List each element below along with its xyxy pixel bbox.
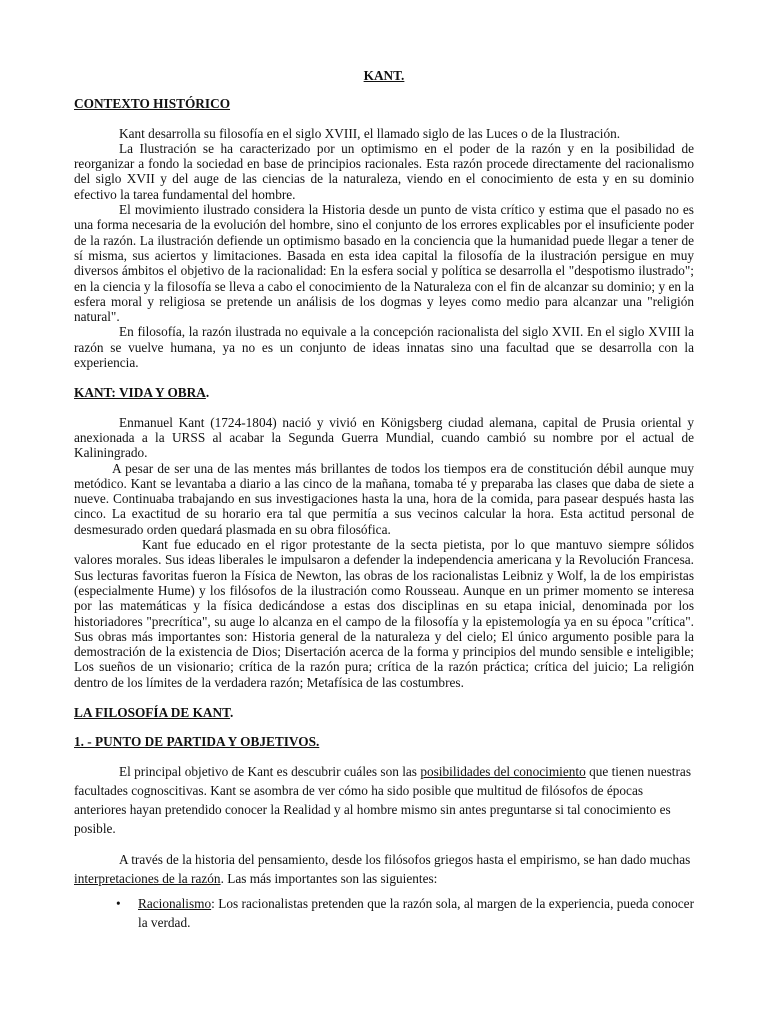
- spacer: [74, 690, 694, 705]
- section-heading-vida: [74, 385, 694, 400]
- underlined-term: interpretaciones de la razón: [74, 870, 221, 886]
- paragraph-text: que tienen nuestras facultades cognoscitivas. Kant se asombra de ver cómo ha sido posible que multitud de filósofos de épocas anteriores hayan pretendido conocer la Realidad y al hombre mismo sin antes preguntarse si tal conocimiento es posible.: [74, 763, 691, 836]
- bullet-list: [74, 894, 694, 932]
- paragraph: [74, 850, 694, 888]
- paragraph-text: . Las más importantes son las siguientes:: [220, 870, 438, 886]
- paragraph: En filosofía, la razón ilustrada no equivale a la concepción racionalista del siglo XVII. En el siglo XVIII la razón se vuelve humana, ya no es un conjunto de ideas innatas sino una facultad que se desarrolla con la experiencia.: [74, 324, 694, 371]
- section-heading-filosofia-text: LA FILOSOFÍA DE KANT: [74, 704, 231, 720]
- document-title: KANT.: [363, 68, 405, 83]
- paragraph: Enmanuel Kant (1724-1804) nació y vivió en Königsberg ciudad alemana, capital de Prusia oriental y anexionada a la URSS al acabar la Segunda Guerra Mundial, cuando cambió su nombre por el actual de Kaliningrado.: [74, 414, 694, 461]
- section-heading-vida-suffix: .: [205, 385, 210, 401]
- paragraph: El movimiento ilustrado considera la Historia desde un punto de vista crítico y estima que el pasado no es una forma necesaria de la evolución del hombre, sino el conjunto de los errores explicables por el insuficiente poder de la razón. La ilustración defiende un optimismo basado en la conciencia que la humanidad puede llegar a tener de sí misma, sus aciertos y limitaciones. Basada en esta idea capital la filosofía de la ilustración persigue en muy diversos ámbitos el objetivo de la racionalidad: En la esfera social y política se desarrolla el "despotismo ilustrado"; en la ciencia y la filosofía se lleva a cabo el conocimiento de la Naturaleza con el fin de alcanzar su dominio; y en la esfera moral y religiosa se pretende un análisis de los dogmas y leyes como medio para alcanzar una "religión natural".: [74, 202, 694, 325]
- paragraph: Kant fue educado en el rigor protestante de la secta pietista, por lo que mantuvo siempre sólidos valores morales. Sus ideas liberales le impulsaron a defender la independencia americana y la Revolución Francesa. Sus lecturas favoritas fueron la Física de Newton, las obras de los racionalistas Leibniz y Wolf, la de los empiristas (especialmente Hume) y los filósofos de la ilustración como Rousseau. Aunque en un primer momento se interesa por las matemáticas y la física dedicándose a estas dos disciplinas en su etapa inicial, denominada por los historiadores "precrítica", su auge lo alcanza en el campo de la filosofía y la epistemología ya en su época "crítica". Sus obras más importantes son: Historia general de la naturaleza y del cielo; El único argumento posible para la demostración de la existencia de Dios; Disertación acerca de la forma y principios del mundo sensible e inteligible; Los sueños de un visionario; crítica de la razón pura; crítica de la razón práctica; crítica del juicio; La religión dentro de los límites de la verdadera razón; Metafísica de las costumbres.: [74, 537, 694, 690]
- section-heading-filosofia-suffix: .: [230, 704, 234, 720]
- bullet-term: Racionalismo: [138, 895, 212, 911]
- list-item: [74, 894, 694, 932]
- section-heading-filosofia: [74, 705, 694, 720]
- section-heading-punto: 1. - PUNTO DE PARTIDA Y OBJETIVOS.: [74, 734, 320, 750]
- paragraph: La Ilustración se ha caracterizado por un optimismo en el poder de la razón y en la posibilidad de reorganizar a fondo la sociedad en base de principios racionales. Esta razón procede directamente del racionalismo del siglo XVII y del auge de las ciencias de la naturaleza, viendo en el conocimiento de esta y en su dominio efectivo la tarea fundamental del hombre.: [74, 140, 694, 202]
- spacer: [74, 838, 694, 850]
- paragraph-text: A través de la historia del pensamiento, desde los filósofos griegos hasta el empirismo, se han dado muchas: [119, 851, 691, 867]
- paragraph: Kant desarrolla su filosofía en el siglo XVIII, el llamado siglo de las Luces o de la Ilustración.: [119, 125, 621, 141]
- spacer: [74, 370, 694, 385]
- bullet-icon: •: [116, 895, 121, 911]
- section-body-punto: [74, 762, 694, 932]
- section-heading-contexto: CONTEXTO HISTÓRICO: [74, 96, 231, 112]
- paragraph: A pesar de ser una de las mentes más brillantes de todos los tiempos era de constitución débil aunque muy metódico. Kant se levantaba a diario a las cinco de la mañana, tomaba té y preparaba las clases que daba de siete a nueve. Continuaba trabajando en sus investigaciones hasta la una, hora de la comida, para pasear después hasta las cinco. La exactitud de su horario era tal que permitía a sus vecinos calcular la hora. Esta actitud personal de desmesurado orden quedará plasmada en su obra filosófica.: [74, 460, 694, 537]
- paragraph-text: El principal objetivo de Kant es descubrir cuáles son las: [119, 763, 421, 779]
- section-heading-vida-text: KANT: VIDA Y OBRA: [74, 385, 206, 401]
- underlined-term: posibilidades del conocimiento: [420, 763, 586, 779]
- paragraph: [74, 762, 694, 838]
- bullet-text: : Los racionalistas pretenden que la razón sola, al margen de la experiencia, pueda conocer la verdad.: [138, 895, 694, 930]
